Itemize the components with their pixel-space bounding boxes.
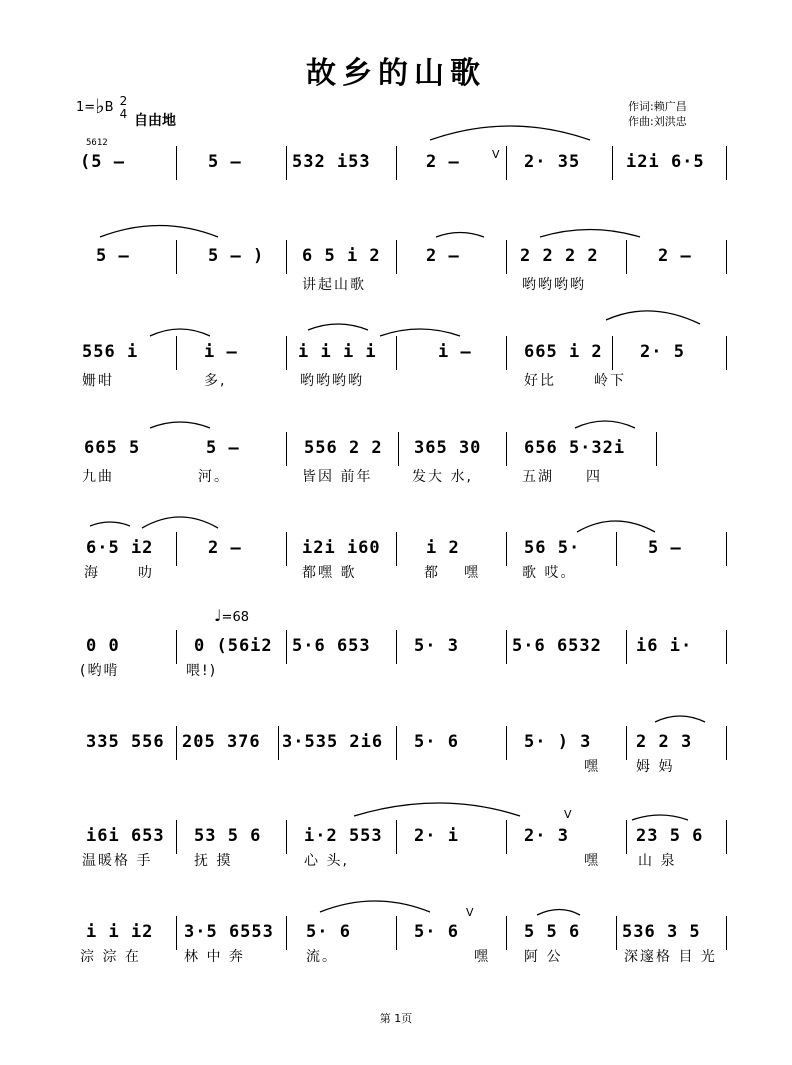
measure: 2 –	[658, 246, 692, 266]
measure: 5· ) 3	[524, 732, 592, 752]
measure: 2· i	[414, 826, 459, 846]
lyric: 叻	[138, 565, 154, 581]
measure: 23 5 6	[636, 826, 704, 846]
lyric: 嘿	[474, 949, 490, 965]
lyric: 温暖格 手	[82, 853, 153, 869]
barline	[612, 336, 613, 370]
barline	[506, 630, 507, 664]
lyric: 九曲	[82, 469, 114, 485]
barline	[286, 532, 287, 566]
barline	[396, 726, 397, 760]
lyric: 河。	[198, 469, 230, 485]
staff-line-4	[80, 432, 730, 522]
measure: 2 –	[426, 246, 460, 266]
lyric: 喂!)	[186, 663, 218, 679]
lyric: 淙 淙 在	[80, 949, 141, 965]
lyric: 都嘿 歌	[302, 565, 357, 581]
measure: 2· 35	[524, 152, 581, 172]
measure: 5 – )	[208, 246, 265, 266]
tempo-marking: 自由地	[134, 113, 176, 129]
barline	[176, 726, 177, 760]
lyric: 深邃格 目 光	[624, 949, 717, 965]
staff-line-3	[80, 336, 730, 426]
measure: i –	[438, 342, 472, 362]
measure: 0 0	[86, 636, 120, 656]
barline	[506, 726, 507, 760]
measure: 5 5 6	[524, 922, 581, 942]
measure: 5· 6	[414, 922, 459, 942]
lyric: 抚 摸	[194, 853, 233, 869]
barline	[506, 820, 507, 854]
barline	[656, 432, 657, 466]
barline	[506, 432, 507, 466]
lyric: 林 中 奔	[184, 949, 245, 965]
metronome-mark: ♩=68	[214, 606, 249, 625]
barline	[506, 916, 507, 950]
lyric: 发大 水,	[412, 469, 473, 485]
barline	[626, 630, 627, 664]
barline	[278, 726, 279, 760]
staff-line-5	[80, 532, 730, 622]
barline	[626, 820, 627, 854]
barline	[726, 820, 727, 854]
measure: 205 376	[182, 732, 261, 752]
staff-line-1: 5612 (5 – 5 – 5̇3̇2 i5̇3 2 – 2· 35 i2i 6·5	[80, 146, 730, 236]
staff-line-6	[80, 630, 730, 720]
barline	[506, 240, 507, 274]
measure: 5· 6	[414, 732, 459, 752]
staff-line-9	[80, 916, 730, 1006]
barline	[176, 820, 177, 854]
lyric: 嘿	[584, 853, 600, 869]
barline	[176, 630, 177, 664]
measure: 365 30	[414, 438, 482, 458]
barline	[286, 916, 287, 950]
lyric: 嘿	[464, 565, 480, 581]
barline	[726, 532, 727, 566]
song-title: 故乡的山歌	[306, 56, 486, 91]
barline	[286, 240, 287, 274]
measure: 5· 6	[306, 922, 351, 942]
barline	[726, 336, 727, 370]
barline	[396, 532, 397, 566]
measure: i i i i	[298, 342, 377, 362]
barline	[396, 336, 397, 370]
measure: 5·6 653	[292, 636, 371, 656]
time-signature: 2 4	[119, 93, 128, 121]
barline	[396, 820, 397, 854]
lyric: 四	[586, 469, 602, 485]
measure: 5 –	[648, 538, 682, 558]
barline	[286, 820, 287, 854]
barline	[286, 146, 287, 180]
lyric: 山 泉	[638, 853, 677, 869]
measure: 536 3 5	[622, 922, 701, 942]
lyric: 哟哟哟哟	[522, 277, 586, 293]
lyric: 哟哟哟哟	[300, 373, 364, 389]
staff-line-7	[80, 726, 730, 816]
lyric: (哟啃	[80, 663, 120, 679]
measure: 5·6 6532	[512, 636, 602, 656]
barline	[616, 916, 617, 950]
measure: 6·5 i2	[86, 538, 154, 558]
barline	[616, 532, 617, 566]
measure: 2 –	[208, 538, 242, 558]
barline	[176, 240, 177, 274]
barline	[396, 240, 397, 274]
measure: 6 5 i 2	[302, 246, 381, 266]
barline	[176, 916, 177, 950]
lyric: 阿 公	[524, 949, 563, 965]
measure: i6 i·	[636, 636, 693, 656]
barline	[176, 146, 177, 180]
page-number: 第 1页	[379, 1012, 413, 1025]
measure: 2 2 2 2	[520, 246, 599, 266]
lyric: 都	[424, 565, 440, 581]
measure: i·2 553	[304, 826, 383, 846]
measure: 0 (56i2	[194, 636, 273, 656]
measure: 56 5·	[524, 538, 581, 558]
measure: i2i i60	[302, 538, 381, 558]
measure: 2· 5	[640, 342, 685, 362]
measure: 556 2 2	[304, 438, 383, 458]
measure: 5 –	[96, 246, 130, 266]
measure: i i i2	[86, 922, 154, 942]
barline	[726, 916, 727, 950]
lyric: 讲起山歌	[302, 277, 366, 293]
barline	[726, 146, 727, 180]
measure: i –	[204, 342, 238, 362]
measure: i6i 653	[86, 826, 165, 846]
measure: 665 i 2	[524, 342, 603, 362]
lyricist-credit: 作词:赖广昌	[628, 100, 687, 113]
measure: 656 5·32i	[524, 438, 626, 458]
measure: 2 –	[426, 152, 460, 172]
barline	[286, 336, 287, 370]
lyric: 姗咁	[82, 373, 114, 389]
key-signature: 1=♭B 2 4	[76, 93, 128, 121]
barline	[176, 336, 177, 370]
lyric: 多,	[204, 373, 227, 389]
lyric: 五湖	[522, 469, 554, 485]
measure: i2i 6·5	[626, 152, 705, 172]
barline	[286, 432, 287, 466]
barline	[612, 146, 613, 180]
barline	[398, 432, 399, 466]
barline	[396, 916, 397, 950]
lyric: 嘿	[584, 759, 600, 775]
barline	[506, 532, 507, 566]
measure: 5 –	[206, 438, 240, 458]
lyric: 姆 妈	[636, 759, 675, 775]
measure: 5̇3̇2 i5̇3	[292, 152, 371, 172]
barline	[506, 146, 507, 180]
barline	[506, 336, 507, 370]
barline	[626, 240, 627, 274]
measure: i 2	[426, 538, 460, 558]
measure: (5 –	[80, 152, 125, 172]
measure: 335 556	[86, 732, 165, 752]
measure: 2· 3	[524, 826, 569, 846]
lyric: 好比	[524, 373, 556, 389]
measure: 2 2 3	[636, 732, 693, 752]
barline	[286, 630, 287, 664]
staff-line-2	[80, 240, 730, 330]
measure: 3·535 2i6	[282, 732, 384, 752]
lyric: 皆因 前年	[302, 469, 373, 485]
measure: 556 i	[82, 342, 139, 362]
lyric: 心 头,	[304, 853, 349, 869]
barline	[626, 726, 627, 760]
lyric: 海	[84, 565, 100, 581]
staff-line-8	[80, 820, 730, 910]
measure: 5· 3	[414, 636, 459, 656]
composer-credit: 作曲:刘洪忠	[628, 115, 687, 128]
lyric: 歌 哎。	[522, 565, 577, 581]
measure: 665 5	[84, 438, 141, 458]
barline	[396, 146, 397, 180]
barline	[176, 532, 177, 566]
lyric: 流。	[306, 949, 338, 965]
barline	[726, 240, 727, 274]
measure: 53 5 6	[194, 826, 262, 846]
barline	[726, 726, 727, 760]
measure: 3·5 6553	[184, 922, 274, 942]
barline	[726, 630, 727, 664]
lyric: 岭下	[594, 373, 626, 389]
measure: 5 –	[208, 152, 242, 172]
barline	[396, 630, 397, 664]
